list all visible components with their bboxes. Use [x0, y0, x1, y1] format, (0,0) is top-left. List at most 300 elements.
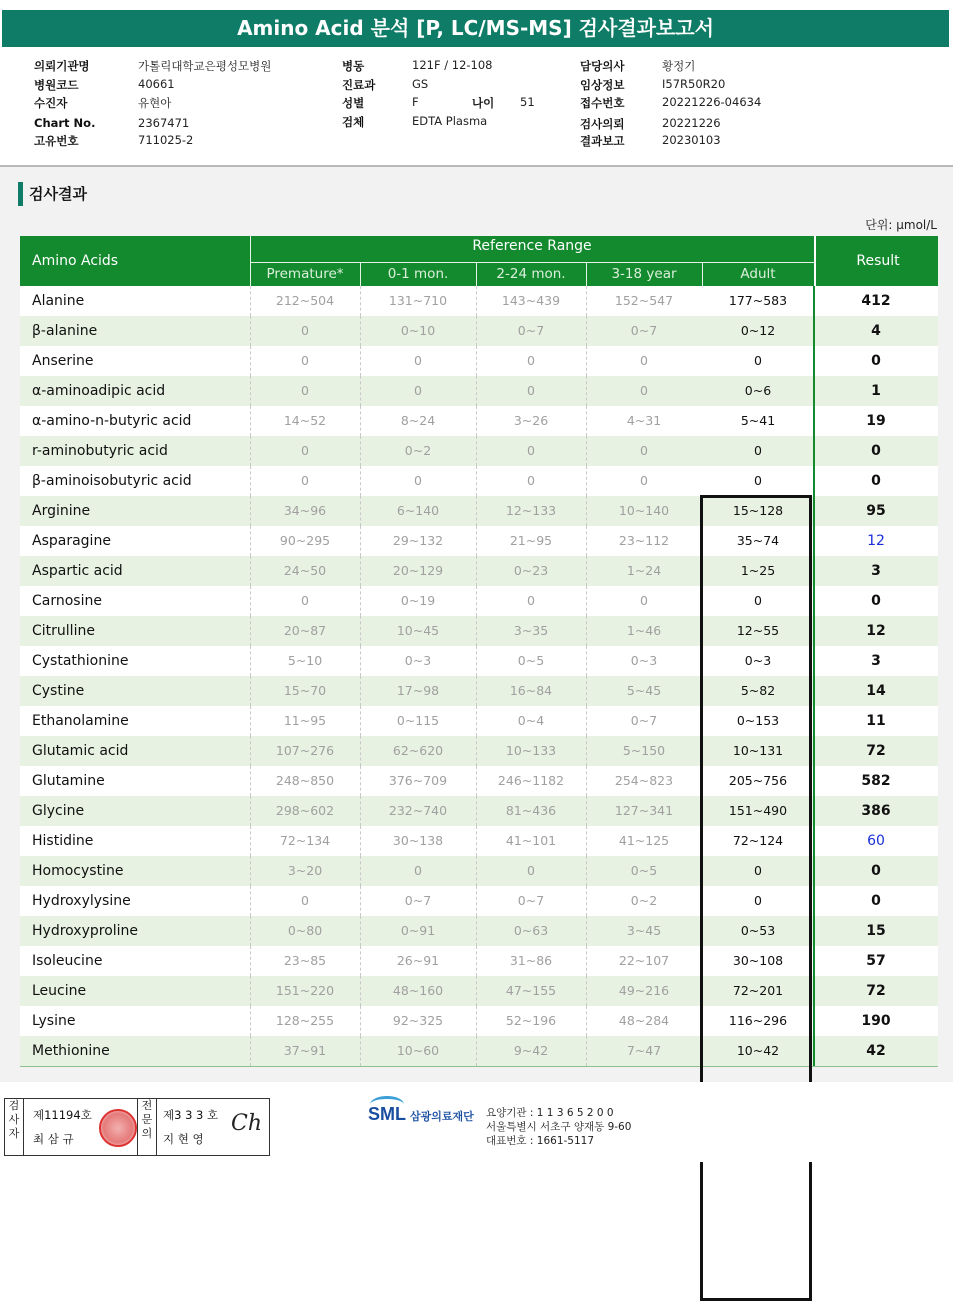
amino-acid-name: Glutamic acid: [32, 743, 129, 759]
info-label: 고유번호: [34, 134, 79, 148]
reference-range-cell: 0~115: [396, 713, 440, 728]
cell-divider: [476, 826, 477, 856]
cell-divider: [476, 976, 477, 1006]
cell-divider: [360, 736, 361, 766]
result-value: 11: [866, 713, 886, 729]
cell-divider: [586, 826, 587, 856]
cell-divider: [250, 466, 251, 496]
table-row: [20, 316, 938, 347]
table-row: [20, 346, 938, 377]
cell-divider: [360, 346, 361, 376]
info-label: 검사의뢰: [580, 117, 625, 131]
cell-divider: [250, 376, 251, 406]
cell-divider: [476, 406, 477, 436]
reference-range-cell: 0: [640, 353, 648, 368]
reference-range-cell: 0~2: [630, 893, 658, 908]
cell-divider: [476, 706, 477, 736]
reference-range-cell: 81~436: [505, 803, 557, 818]
result-value: 3: [871, 563, 881, 579]
cell-divider: [360, 856, 361, 886]
info-value: 가톨릭대학교은평성모병원: [138, 59, 272, 73]
header-reference-range: Reference Range: [472, 238, 592, 254]
cell-divider: [476, 526, 477, 556]
adult-range-cell: 0: [754, 863, 762, 878]
cell-divider: [360, 616, 361, 646]
cell-divider: [250, 616, 251, 646]
section-title: 검사결과: [18, 182, 87, 206]
cell-divider: [586, 646, 587, 676]
reference-range-cell: 0: [414, 863, 422, 878]
table-row: [20, 496, 938, 527]
reference-range-cell: 11~95: [283, 713, 327, 728]
cell-divider: [586, 976, 587, 1006]
cell-divider: [476, 316, 477, 346]
reference-range-cell: 8~24: [400, 413, 436, 428]
table-row: [20, 616, 938, 647]
cell-divider: [476, 1006, 477, 1036]
reference-range-cell: 0~91: [400, 923, 436, 938]
result-value: 12: [867, 533, 885, 549]
table-row: [20, 526, 938, 557]
examiner-license: 제11194호: [33, 1108, 92, 1122]
table-row: [20, 856, 938, 887]
cell-divider: [250, 706, 251, 736]
cell-divider: [476, 766, 477, 796]
amino-acid-name: Leucine: [32, 983, 87, 999]
cell-divider: [476, 1036, 477, 1066]
reference-range-cell: 1~24: [626, 563, 662, 578]
reference-range-cell: 212~504: [275, 293, 335, 308]
cell-divider: [360, 586, 361, 616]
reference-range-cell: 21~95: [509, 533, 553, 548]
reference-range-cell: 0~7: [517, 323, 545, 338]
reference-range-cell: 30~138: [392, 833, 444, 848]
result-value: 72: [866, 743, 886, 759]
amino-acid-name: Isoleucine: [32, 953, 103, 969]
reference-range-cell: 0: [527, 353, 535, 368]
adult-range-cell: 0: [754, 593, 762, 608]
reference-range-cell: 0~63: [513, 923, 549, 938]
reference-range-cell: 376~709: [388, 773, 448, 788]
address-block: [486, 1106, 631, 1148]
amino-acid-name: β-aminoisobutyric acid: [32, 473, 192, 489]
reference-range-cell: 152~547: [614, 293, 674, 308]
reference-range-cell: 151~220: [275, 983, 335, 998]
reference-range-cell: 0~7: [630, 713, 658, 728]
table-row: [20, 1036, 938, 1067]
cell-divider: [476, 886, 477, 916]
cell-divider: [476, 346, 477, 376]
adult-range-cell: 5~82: [740, 683, 776, 698]
cell-divider: [586, 676, 587, 706]
adult-range-cell: 0~53: [740, 923, 776, 938]
info-label: 진료과: [342, 78, 376, 92]
cell-divider: [476, 796, 477, 826]
amino-acid-name: Aspartic acid: [32, 563, 123, 579]
cell-divider: [360, 676, 361, 706]
reference-range-cell: 0: [414, 353, 422, 368]
amino-acid-name: r-aminobutyric acid: [32, 443, 168, 459]
sign-label-examiner: 검사자: [5, 1099, 24, 1155]
cell-divider: [586, 406, 587, 436]
subheader-3-18-year: 3-18 year: [611, 266, 677, 282]
cell-divider: [250, 796, 251, 826]
adult-range-cell: 0~6: [744, 383, 772, 398]
amino-acid-name: Arginine: [32, 503, 91, 519]
adult-range-cell: 15~128: [732, 503, 784, 518]
reference-range-cell: 0: [527, 593, 535, 608]
reference-range-cell: 131~710: [388, 293, 448, 308]
cell-divider: [476, 946, 477, 976]
reference-range-cell: 0: [301, 593, 309, 608]
table-row: [20, 916, 938, 947]
result-value: 0: [871, 863, 881, 879]
info-value: 20221226-04634: [662, 95, 762, 109]
adult-range-cell: 0~153: [736, 713, 780, 728]
amino-acid-name: Lysine: [32, 1013, 76, 1029]
table-row: [20, 556, 938, 587]
cell-divider: [250, 856, 251, 886]
result-value: 14: [866, 683, 886, 699]
cell-divider: [476, 556, 477, 586]
cell-divider: [250, 976, 251, 1006]
address-line: 서울특별시 서초구 양재동 9-60: [486, 1121, 632, 1133]
cell-divider: [360, 886, 361, 916]
unit-label: 단위: μmol/L: [865, 218, 937, 232]
amino-acid-name: Cystine: [32, 683, 85, 699]
reference-range-cell: 3~20: [287, 863, 323, 878]
reference-range-cell: 24~50: [283, 563, 327, 578]
amino-acid-name: β-alanine: [32, 323, 98, 339]
info-label: 결과보고: [580, 134, 625, 148]
cell-divider: [476, 916, 477, 946]
info-value: 유현아: [138, 96, 172, 110]
reference-range-cell: 41~101: [505, 833, 557, 848]
cell-divider: [250, 886, 251, 916]
cell-divider: [360, 316, 361, 346]
reference-range-cell: 10~60: [396, 1043, 440, 1058]
amino-acid-name: Histidine: [32, 833, 94, 849]
result-value: 0: [871, 353, 881, 369]
cell-divider: [586, 586, 587, 616]
reference-range-cell: 16~84: [509, 683, 553, 698]
reference-range-cell: 3~45: [626, 923, 662, 938]
amino-acid-name: Cystathionine: [32, 653, 129, 669]
table-row: [20, 796, 938, 827]
seal-stamp: [99, 1109, 137, 1147]
info-label: Chart No.: [34, 116, 96, 130]
reference-range-cell: 9~42: [513, 1043, 549, 1058]
result-value: 60: [867, 833, 885, 849]
reference-range-cell: 0~80: [287, 923, 323, 938]
reference-range-cell: 90~295: [279, 533, 331, 548]
info-value: 40661: [138, 77, 175, 91]
reference-range-cell: 48~284: [618, 1013, 670, 1028]
info-label: 성별: [342, 96, 365, 110]
footer: [0, 1082, 953, 1162]
sml-logo: [368, 1104, 474, 1125]
cell-divider: [586, 286, 587, 316]
cell-divider: [586, 1006, 587, 1036]
cell-divider: [250, 646, 251, 676]
header-result: Result: [814, 236, 940, 286]
cell-divider: [586, 556, 587, 586]
adult-range-cell: 151~490: [728, 803, 788, 818]
reference-range-cell: 143~439: [501, 293, 561, 308]
reference-range-cell: 7~47: [626, 1043, 662, 1058]
cell-divider: [586, 856, 587, 886]
result-value: 0: [871, 443, 881, 459]
reference-range-cell: 128~255: [275, 1013, 335, 1028]
cell-divider: [586, 796, 587, 826]
reference-range-cell: 0~4: [517, 713, 545, 728]
amino-acid-name: Glutamine: [32, 773, 105, 789]
info-value: 20221226: [662, 116, 721, 130]
info-label: 임상정보: [580, 78, 625, 92]
adult-range-cell: 177~583: [728, 293, 788, 308]
adult-range-cell: 30~108: [732, 953, 784, 968]
adult-range-cell: 1~25: [740, 563, 776, 578]
examiner-name: 최 삼 규: [33, 1132, 74, 1146]
cell-divider: [476, 676, 477, 706]
cell-divider: [476, 376, 477, 406]
adult-range-cell: 0: [754, 353, 762, 368]
adult-range-cell: 72~124: [732, 833, 784, 848]
patient-info: [0, 50, 953, 167]
result-value: 1: [871, 383, 881, 399]
info-label: 나이: [472, 96, 495, 110]
info-value: 121F / 12-108: [412, 58, 493, 72]
cell-divider: [586, 886, 587, 916]
adult-range-cell: 12~55: [736, 623, 780, 638]
cell-divider: [360, 286, 361, 316]
info-label: 병원코드: [34, 78, 79, 92]
reference-range-cell: 0~7: [404, 893, 432, 908]
table-row: [20, 436, 938, 467]
cell-divider: [586, 946, 587, 976]
cell-divider: [360, 1036, 361, 1066]
logo-sml-text: SML: [368, 1104, 406, 1124]
reference-range-cell: 3~35: [513, 623, 549, 638]
result-value: 95: [866, 503, 886, 519]
result-value: 72: [866, 983, 886, 999]
result-value: 3: [871, 653, 881, 669]
amino-acid-name: Homocystine: [32, 863, 124, 879]
adult-range-cell: 205~756: [728, 773, 788, 788]
cell-divider: [250, 346, 251, 376]
cell-divider: [586, 316, 587, 346]
cell-divider: [250, 946, 251, 976]
signature-box: [4, 1098, 270, 1156]
cell-divider: [360, 496, 361, 526]
cell-divider: [476, 586, 477, 616]
cell-divider: [586, 496, 587, 526]
cell-divider: [360, 376, 361, 406]
reference-range-cell: 26~91: [396, 953, 440, 968]
reference-range-cell: 232~740: [388, 803, 448, 818]
reference-range-cell: 0~10: [400, 323, 436, 338]
adult-range-cell: 5~41: [740, 413, 776, 428]
cell-divider: [360, 826, 361, 856]
info-value: F: [412, 95, 419, 109]
reference-range-cell: 0: [640, 383, 648, 398]
adult-range-cell: 0~3: [744, 653, 772, 668]
reference-range-cell: 52~196: [505, 1013, 557, 1028]
table-row: [20, 406, 938, 437]
reference-range-cell: 298~602: [275, 803, 335, 818]
info-label: 의뢰기관명: [34, 59, 90, 73]
amino-acid-name: Hydroxylysine: [32, 893, 131, 909]
reference-range-cell: 6~140: [396, 503, 440, 518]
cell-divider: [586, 526, 587, 556]
reference-range-cell: 0~3: [630, 653, 658, 668]
info-label: 검체: [342, 115, 365, 129]
cell-divider: [586, 766, 587, 796]
amino-acid-name: Ethanolamine: [32, 713, 129, 729]
cell-divider: [250, 916, 251, 946]
report-title: Amino Acid 분석 [P, LC/MS-MS] 검사결과보고서: [2, 10, 949, 47]
reference-range-cell: 23~85: [283, 953, 327, 968]
table-row: [20, 376, 938, 407]
logo-org-text: 삼광의료재단: [410, 1110, 474, 1123]
reference-range-cell: 15~70: [283, 683, 327, 698]
specialist-license: 제3 3 3 호: [163, 1108, 219, 1122]
reference-range-cell: 0: [640, 443, 648, 458]
cell-divider: [250, 826, 251, 856]
reference-range-cell: 10~133: [505, 743, 557, 758]
table-row: [20, 706, 938, 737]
cell-divider: [360, 466, 361, 496]
sign-label-specialist: 전문의: [137, 1099, 157, 1155]
reference-range-cell: 20~129: [392, 563, 444, 578]
result-value: 19: [866, 413, 886, 429]
cell-divider: [250, 496, 251, 526]
amino-acid-name: Citrulline: [32, 623, 95, 639]
cell-divider: [586, 736, 587, 766]
reference-range-cell: 62~620: [392, 743, 444, 758]
subheader-premature: Premature*: [266, 266, 344, 282]
reference-range-cell: 107~276: [275, 743, 335, 758]
cell-divider: [250, 736, 251, 766]
amino-acid-name: Carnosine: [32, 593, 102, 609]
handwritten-signature: Ch: [231, 1111, 263, 1136]
amino-acid-name: Anserine: [32, 353, 94, 369]
table-row: [20, 736, 938, 767]
table-row: [20, 286, 938, 317]
cell-divider: [586, 436, 587, 466]
cell-divider: [476, 736, 477, 766]
adult-range-cell: 72~201: [732, 983, 784, 998]
reference-range-cell: 49~216: [618, 983, 670, 998]
reference-range-cell: 246~1182: [497, 773, 565, 788]
header-amino-acids: Amino Acids: [32, 253, 119, 269]
cell-divider: [476, 856, 477, 886]
reference-range-cell: 0: [640, 593, 648, 608]
reference-range-cell: 0~7: [630, 323, 658, 338]
reference-range-cell: 0~3: [404, 653, 432, 668]
reference-range-cell: 34~96: [283, 503, 327, 518]
reference-range-cell: 0~5: [630, 863, 658, 878]
info-label: 접수번호: [580, 96, 625, 110]
reference-range-cell: 48~160: [392, 983, 444, 998]
amino-acid-name: Glycine: [32, 803, 85, 819]
cell-divider: [476, 496, 477, 526]
reference-range-cell: 92~325: [392, 1013, 444, 1028]
reference-range-cell: 10~140: [618, 503, 670, 518]
result-value: 4: [871, 323, 881, 339]
cell-divider: [360, 976, 361, 1006]
result-value: 0: [871, 893, 881, 909]
result-value: 0: [871, 473, 881, 489]
table-header: [20, 236, 938, 286]
cell-divider: [360, 1006, 361, 1036]
reference-range-cell: 23~112: [618, 533, 670, 548]
reference-range-cell: 1~46: [626, 623, 662, 638]
result-value: 42: [866, 1043, 886, 1059]
amino-acid-name: α-aminoadipic acid: [32, 383, 166, 399]
adult-range-cell: 10~42: [736, 1043, 780, 1058]
reference-range-cell: 0: [301, 473, 309, 488]
info-value: 711025-2: [138, 133, 194, 147]
table-row: [20, 766, 938, 797]
result-value: 582: [861, 773, 891, 789]
cell-divider: [476, 466, 477, 496]
reference-range-cell: 0: [301, 893, 309, 908]
cell-divider: [360, 916, 361, 946]
reference-range-cell: 10~45: [396, 623, 440, 638]
cell-divider: [360, 706, 361, 736]
info-label: 병동: [342, 59, 365, 73]
cell-divider: [250, 586, 251, 616]
amino-acid-name: Hydroxyproline: [32, 923, 139, 939]
result-value: 412: [861, 293, 891, 309]
reference-range-cell: 0: [414, 383, 422, 398]
logo-arc-icon: [370, 1096, 404, 1113]
reference-range-cell: 5~45: [626, 683, 662, 698]
adult-range-cell: 10~131: [732, 743, 784, 758]
reference-range-cell: 0: [527, 863, 535, 878]
info-value: 51: [520, 95, 535, 109]
cell-divider: [586, 1036, 587, 1066]
reference-range-cell: 0~5: [517, 653, 545, 668]
cell-divider: [250, 526, 251, 556]
reference-range-cell: 0~19: [400, 593, 436, 608]
cell-divider: [586, 466, 587, 496]
reference-range-cell: 0: [527, 473, 535, 488]
cell-divider: [250, 1036, 251, 1066]
reference-range-cell: 4~31: [626, 413, 662, 428]
result-value: 386: [861, 803, 891, 819]
cell-divider: [360, 946, 361, 976]
cell-divider: [586, 916, 587, 946]
cell-divider: [250, 556, 251, 586]
reference-range-cell: 0~7: [517, 893, 545, 908]
info-label: 담당의사: [580, 59, 625, 73]
reference-range-cell: 248~850: [275, 773, 335, 788]
amino-acid-name: Alanine: [32, 293, 85, 309]
result-value: 0: [871, 593, 881, 609]
cell-divider: [360, 436, 361, 466]
subheader-2-24-mon: 2-24 mon.: [496, 266, 566, 282]
table-row: [20, 586, 938, 617]
cell-divider: [360, 556, 361, 586]
reference-range-cell: 12~133: [505, 503, 557, 518]
reference-range-cell: 0: [301, 323, 309, 338]
reference-range-cell: 0: [301, 383, 309, 398]
reference-range-cell: 254~823: [614, 773, 674, 788]
adult-range-cell: 0: [754, 473, 762, 488]
info-value: EDTA Plasma: [412, 114, 488, 128]
